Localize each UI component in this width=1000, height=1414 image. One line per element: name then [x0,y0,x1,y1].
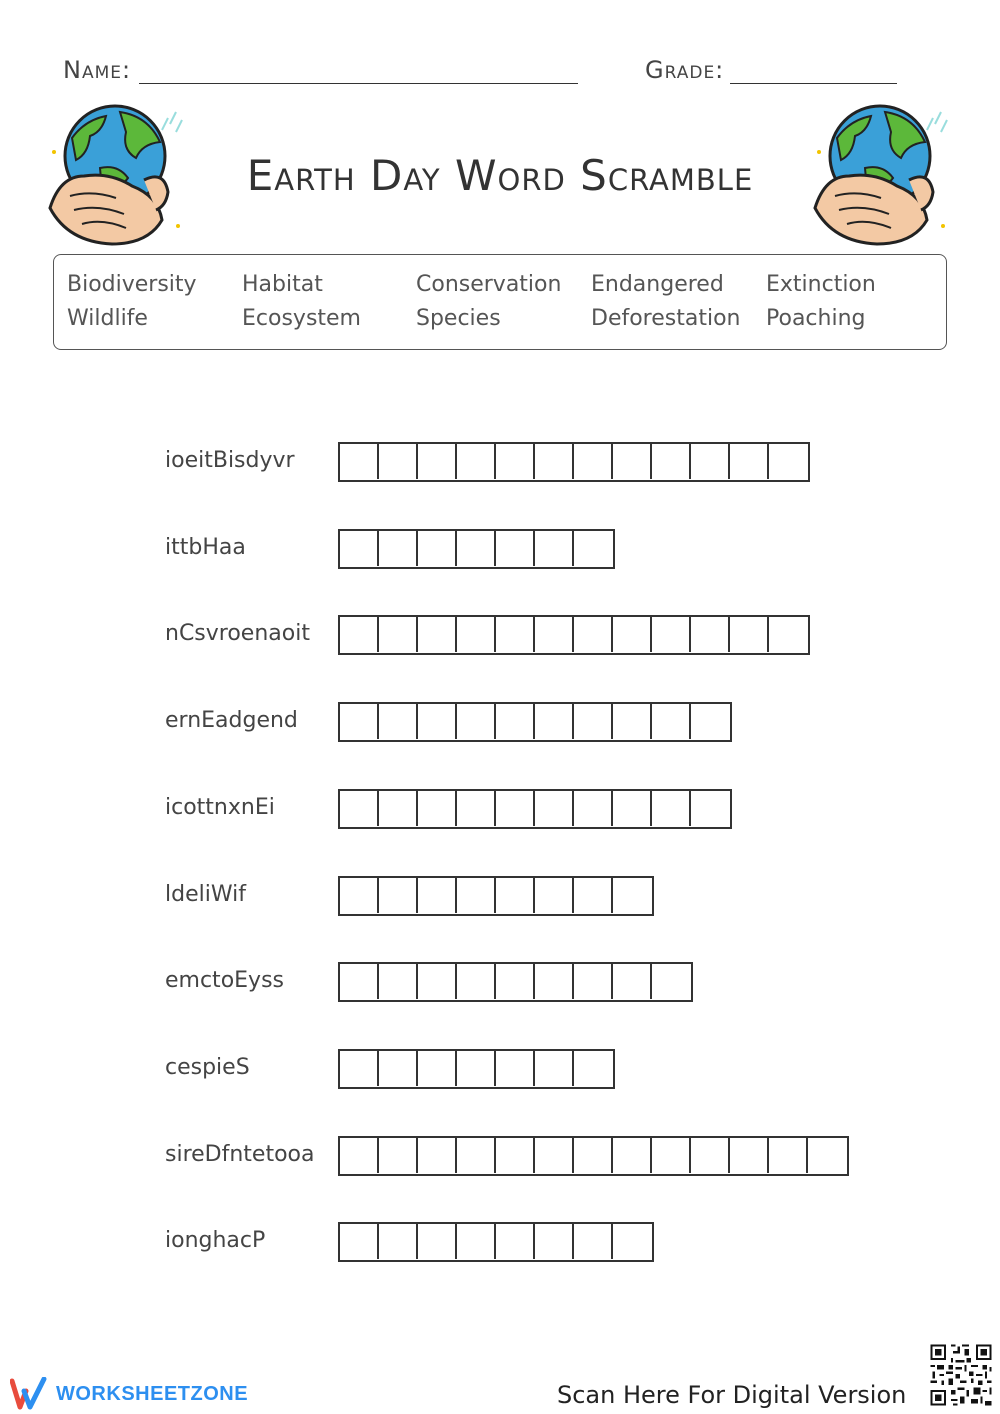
letter-box[interactable] [418,878,457,913]
word-bank-item: Wildlife [67,306,148,331]
word-bank-item: Endangered [591,272,724,297]
letter-box[interactable] [574,964,613,999]
letter-box[interactable] [340,444,379,479]
grade-underline [730,83,897,85]
letter-box[interactable] [652,1138,691,1173]
letter-box[interactable] [535,1224,574,1259]
letter-box[interactable] [574,878,613,913]
letter-box[interactable] [535,531,574,566]
worksheetzone-logo [10,1374,248,1414]
letter-box[interactable] [418,964,457,999]
letter-box[interactable] [613,791,652,826]
answer-boxes [338,1049,615,1089]
puzzle-row [165,529,885,569]
letter-box[interactable] [379,1138,418,1173]
puzzle-row [165,442,885,482]
answer-boxes [338,789,732,829]
word-bank-item: Extinction [766,272,876,297]
letter-box[interactable] [613,878,652,913]
letter-box[interactable] [808,1138,847,1173]
letter-box[interactable] [535,878,574,913]
letter-box[interactable] [496,791,535,826]
letter-box[interactable] [574,704,613,739]
letter-box[interactable] [418,444,457,479]
puzzle-row [165,1136,885,1176]
letter-box[interactable] [535,444,574,479]
letter-box[interactable] [574,791,613,826]
word-bank-item: Habitat [242,272,323,297]
grade-label: Grade: [645,56,725,84]
grade-field[interactable] [645,56,897,86]
letter-box[interactable] [379,1051,418,1086]
word-bank-item: Deforestation [591,306,741,331]
letter-box[interactable] [340,1224,379,1259]
puzzle-row [165,962,885,1002]
letter-box[interactable] [379,791,418,826]
letter-box[interactable] [418,791,457,826]
letter-box[interactable] [691,617,730,652]
scrambled-word: cespieS [165,1055,250,1080]
puzzle-row [165,789,885,829]
letter-box[interactable] [457,531,496,566]
letter-box[interactable] [496,444,535,479]
letter-box[interactable] [340,1138,379,1173]
letter-box[interactable] [457,1051,496,1086]
logo-text: WORKSHEETZONE [56,1382,249,1405]
answer-boxes [338,615,810,655]
answer-boxes [338,442,810,482]
letter-box[interactable] [613,1224,652,1259]
letter-box[interactable] [691,1138,730,1173]
letter-box[interactable] [730,1138,769,1173]
letter-box[interactable] [379,617,418,652]
scrambled-word: ittbHaa [165,535,246,560]
scrambled-word: ionghacP [165,1228,266,1253]
answer-boxes [338,1136,849,1176]
puzzle-row [165,1222,885,1262]
letter-box[interactable] [574,531,613,566]
letter-box[interactable] [613,964,652,999]
letter-box[interactable] [535,704,574,739]
answer-boxes [338,702,732,742]
letter-box[interactable] [652,704,691,739]
letter-box[interactable] [457,444,496,479]
word-bank [53,254,947,350]
letter-box[interactable] [691,791,730,826]
letter-box[interactable] [418,1051,457,1086]
letter-box[interactable] [769,444,808,479]
page-title: Earth Day Word Scramble [246,151,754,200]
letter-box[interactable] [652,964,691,999]
letter-box[interactable] [769,1138,808,1173]
scrambled-word: emctoEyss [165,968,284,993]
letter-box[interactable] [613,1138,652,1173]
letter-box[interactable] [691,704,730,739]
letter-box[interactable] [457,704,496,739]
scrambled-word: ernEadgend [165,708,298,733]
answer-boxes [338,1222,654,1262]
earth-in-hands-icon [805,98,955,248]
letter-box[interactable] [457,617,496,652]
letter-box[interactable] [457,1138,496,1173]
letter-box[interactable] [340,964,379,999]
letter-box[interactable] [457,791,496,826]
letter-box[interactable] [574,444,613,479]
letter-box[interactable] [457,878,496,913]
letter-box[interactable] [652,791,691,826]
letter-box[interactable] [613,617,652,652]
puzzle-row [165,702,885,742]
letter-box[interactable] [457,964,496,999]
word-bank-item: Ecosystem [242,306,361,331]
scrambled-word: ldeliWif [165,882,246,907]
letter-box[interactable] [340,1051,379,1086]
letter-box[interactable] [730,617,769,652]
puzzle-row [165,876,885,916]
letter-box[interactable] [496,964,535,999]
letter-box[interactable] [418,704,457,739]
letter-box[interactable] [613,704,652,739]
qr-code-icon[interactable] [928,1342,994,1408]
puzzle-row [165,615,885,655]
word-bank-item: Biodiversity [67,272,197,297]
letter-box[interactable] [574,1051,613,1086]
letter-box[interactable] [613,444,652,479]
letter-box[interactable] [652,617,691,652]
letter-box[interactable] [496,1224,535,1259]
letter-box[interactable] [535,1051,574,1086]
letter-box[interactable] [457,1224,496,1259]
word-bank-item: Poaching [766,306,866,331]
letter-box[interactable] [418,617,457,652]
letter-box[interactable] [496,1138,535,1173]
word-bank-item: Species [416,306,501,331]
letter-box[interactable] [535,964,574,999]
scrambled-word: ioeitBisdyvr [165,448,295,473]
scrambled-word: sireDfntetooa [165,1142,315,1167]
letter-box[interactable] [379,1224,418,1259]
name-field[interactable] [63,56,578,86]
letter-box[interactable] [379,444,418,479]
puzzle-row [165,1049,885,1089]
letter-box[interactable] [340,791,379,826]
earth-in-hands-icon [40,98,190,248]
letter-box[interactable] [418,1224,457,1259]
letter-box[interactable] [379,704,418,739]
answer-boxes [338,529,615,569]
letter-box[interactable] [535,1138,574,1173]
letter-box[interactable] [652,444,691,479]
letter-box[interactable] [574,617,613,652]
name-underline [139,83,578,85]
scrambled-word: nCsvroenaoit [165,621,310,646]
worksheetzone-logo-icon [10,1377,50,1411]
answer-boxes [338,876,654,916]
letter-box[interactable] [379,531,418,566]
answer-boxes [338,962,693,1002]
letter-box[interactable] [535,617,574,652]
scrambled-word: icottnxnEi [165,795,275,820]
letter-box[interactable] [496,878,535,913]
word-bank-item: Conservation [416,272,562,297]
letter-box[interactable] [496,531,535,566]
letter-box[interactable] [379,964,418,999]
letter-box[interactable] [340,531,379,566]
scan-instruction: Scan Here For Digital Version [557,1381,907,1409]
letter-box[interactable] [418,1138,457,1173]
letter-box[interactable] [730,444,769,479]
letter-box[interactable] [496,617,535,652]
letter-box[interactable] [340,704,379,739]
letter-box[interactable] [496,704,535,739]
letter-box[interactable] [574,1138,613,1173]
letter-box[interactable] [340,617,379,652]
letter-box[interactable] [769,617,808,652]
letter-box[interactable] [340,878,379,913]
letter-box[interactable] [496,1051,535,1086]
letter-box[interactable] [691,444,730,479]
letter-box[interactable] [379,878,418,913]
name-label: Name: [63,56,132,84]
letter-box[interactable] [574,1224,613,1259]
letter-box[interactable] [535,791,574,826]
letter-box[interactable] [418,531,457,566]
